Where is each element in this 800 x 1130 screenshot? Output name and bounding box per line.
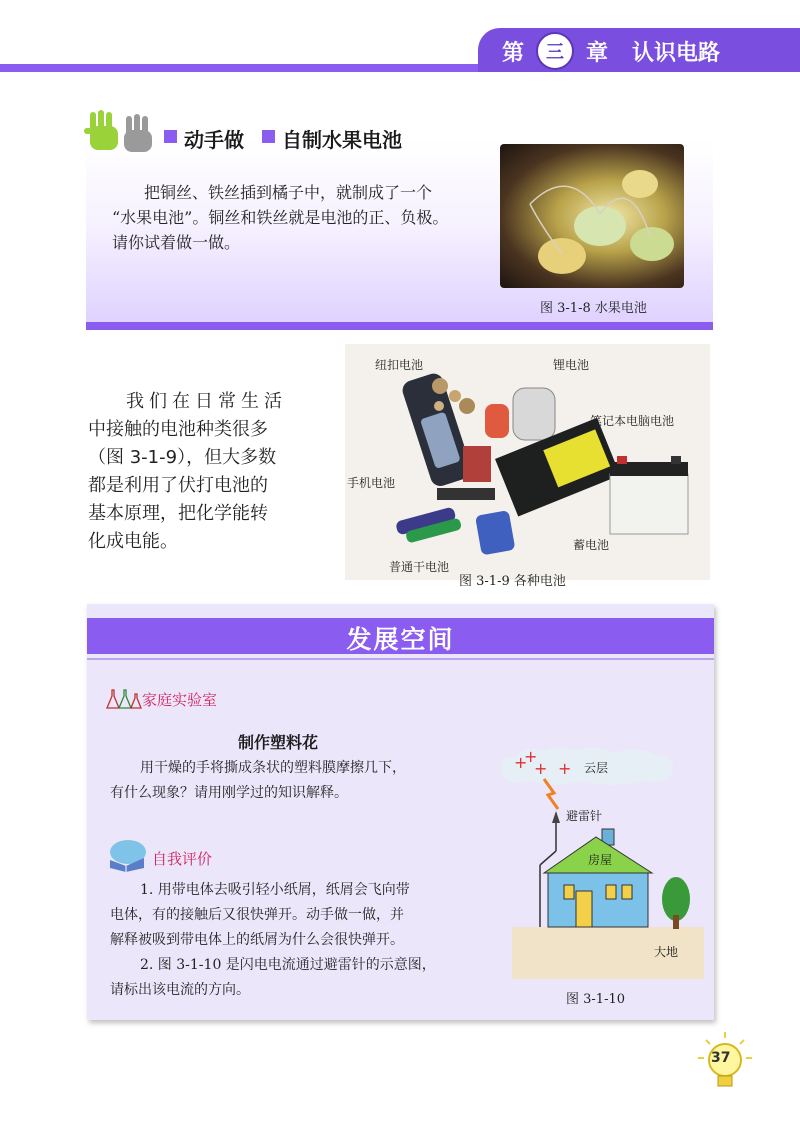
- label-laptop: 笔记本电脑电池: [590, 414, 675, 428]
- eval-line: 请标出该电流的方向。: [110, 982, 250, 998]
- eval-line: 电体，有的接触后又很快弹开。动手做一做，并: [110, 907, 404, 923]
- label-button-cell: 纽扣电池: [375, 358, 424, 372]
- rod-label: 避雷针: [566, 809, 603, 823]
- batteries-figure: [345, 344, 710, 589]
- figure-caption-3-1-9: 图 3-1-9 各种电池: [459, 574, 566, 589]
- book-cloud-icon: [106, 838, 148, 872]
- charge-sign: +: [558, 759, 572, 778]
- develop-divider: [87, 658, 714, 660]
- chapter-number-badge: 三: [536, 32, 574, 70]
- page-number: 37: [711, 1050, 731, 1066]
- lab-text: [110, 756, 490, 806]
- lab-title: 制作塑料花: [238, 733, 319, 752]
- chapter-prefix: 第: [502, 40, 525, 66]
- lightning-rod-diagram: [492, 745, 704, 983]
- label-storage: 蓄电池: [573, 538, 610, 552]
- batteries-line: 都是利用了伏打电池的: [88, 475, 268, 496]
- ground-label: 大地: [654, 945, 679, 959]
- eval-line: 1. 用带电体去吸引轻小纸屑，纸屑会飞向带: [140, 882, 410, 898]
- batteries-line: 基本原理，把化学能转: [88, 503, 268, 524]
- lab-line: 用干燥的手将撕成条状的塑料膜摩擦几下，: [140, 760, 406, 776]
- develop-title: 发展空间: [346, 625, 455, 654]
- eval-text: [110, 878, 480, 1003]
- batteries-line: （图 3-1-9），但大多数: [88, 447, 277, 468]
- label-lithium: 锂电池: [553, 358, 590, 372]
- batteries-line: 化成电能。: [88, 531, 178, 552]
- chapter-title: 认识电路: [632, 40, 721, 66]
- house-label: 房屋: [588, 853, 613, 867]
- figure-caption-3-1-10: 图 3-1-10: [566, 992, 626, 1007]
- activity-line: 请你试着做一做。: [112, 233, 241, 252]
- label-marker: [164, 130, 177, 143]
- label-dry-cell: 普通干电池: [389, 560, 450, 574]
- eval-heading: 自我评价: [152, 850, 213, 868]
- fruit-battery-photo: [500, 144, 684, 288]
- eval-line: 解释被吸到带电体上的纸屑为什么会很快弹开。: [110, 932, 404, 948]
- activity-text: [112, 180, 492, 255]
- lab-line: 有什么现象？请用刚学过的知识解释。: [110, 785, 348, 801]
- activity-bottom-rule: [86, 322, 713, 330]
- charge-sign: +: [534, 759, 548, 778]
- activity-line: 把铜丝、铁丝插到橘子中，就制成了一个: [144, 183, 433, 202]
- title-marker: [262, 130, 275, 143]
- batteries-text: [88, 388, 288, 556]
- flask-icon: [106, 688, 142, 710]
- label-phone: 手机电池: [347, 476, 396, 490]
- chapter-suffix: 章: [586, 40, 609, 66]
- hands-icon: [84, 110, 164, 160]
- batteries-line: 我们在日常生活: [126, 391, 287, 412]
- batteries-line: 中接触的电池种类很多: [88, 419, 268, 440]
- eval-line: 2. 图 3-1-10 是闪电电流通过避雷针的示意图，: [140, 957, 436, 973]
- lab-heading: 家庭实验室: [142, 691, 218, 709]
- activity-title: 自制水果电池: [282, 128, 402, 152]
- activity-line: “水果电池”。铜丝和铁丝就是电池的正、负极。: [112, 208, 449, 227]
- activity-label: 动手做: [184, 128, 244, 152]
- charge-sign: +: [524, 747, 538, 766]
- figure-caption-3-1-8: 图 3-1-8 水果电池: [540, 301, 647, 316]
- charge-sign: +: [514, 753, 528, 772]
- cloud-label: 云层: [584, 761, 609, 775]
